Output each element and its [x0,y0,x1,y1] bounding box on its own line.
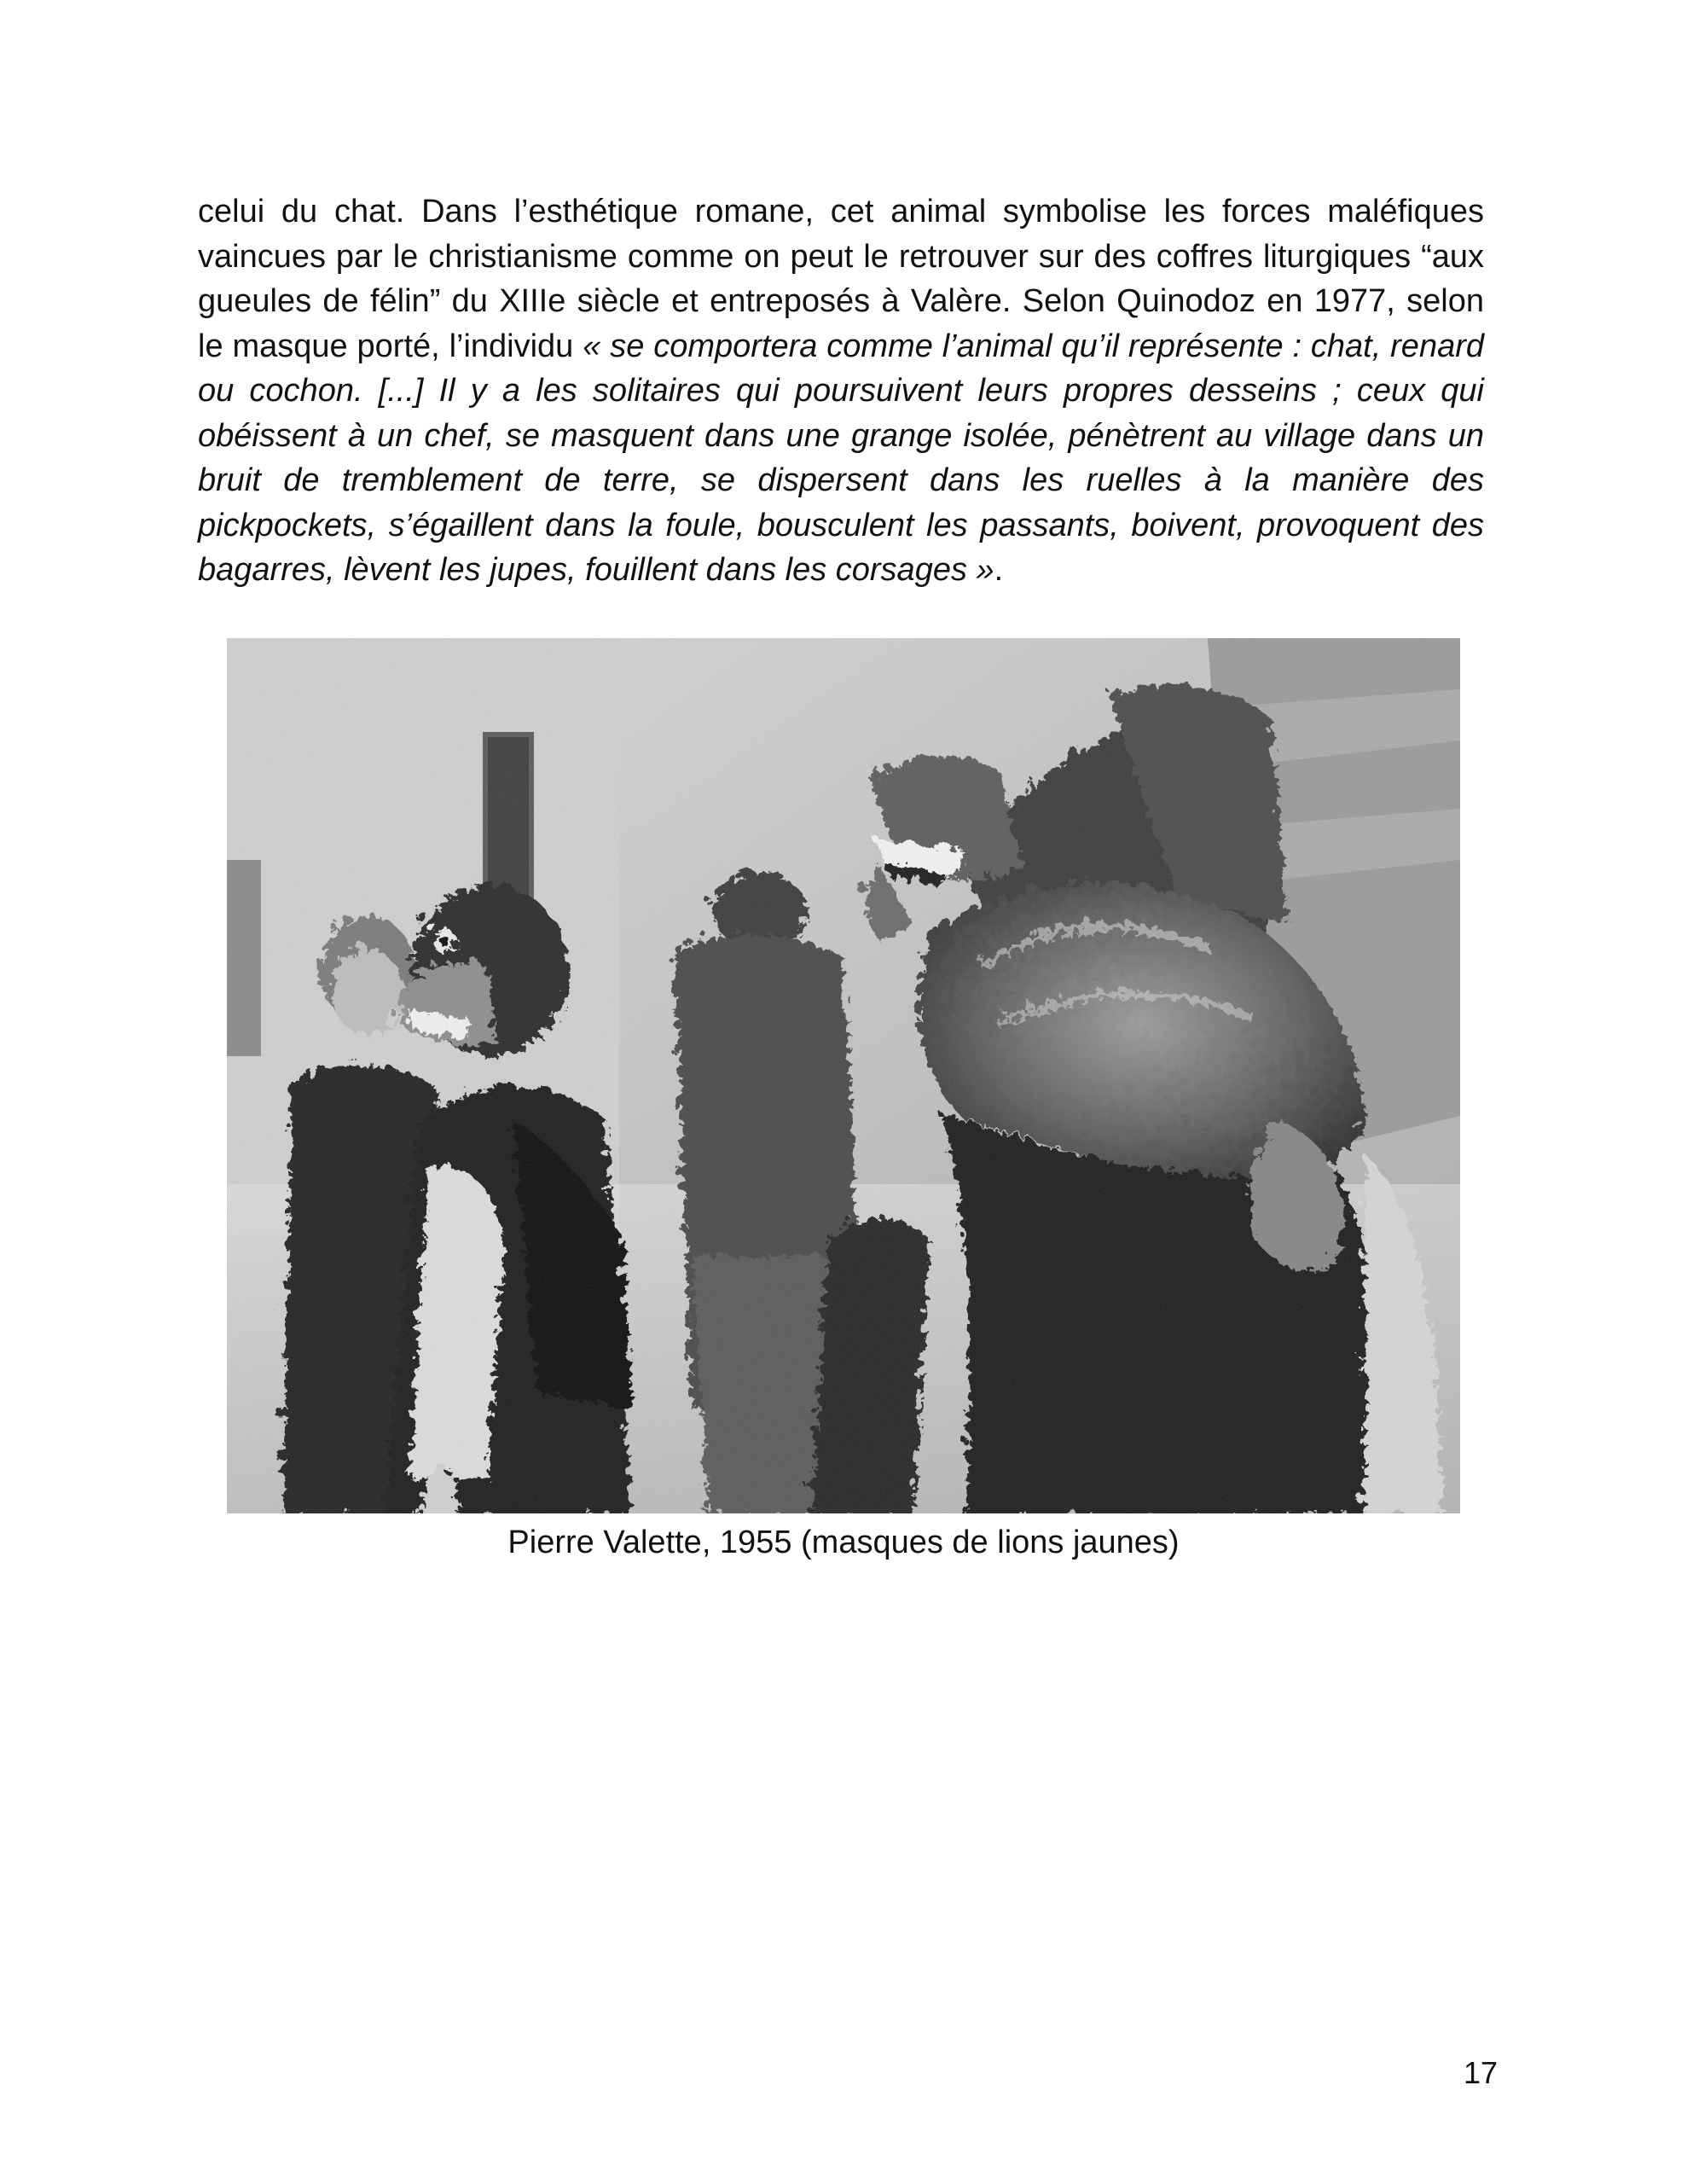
masked-figures-photograph [227,638,1460,1513]
figure-caption: Pierre Valette, 1955 (masques de lions jaunes) [507,1525,1180,1560]
paragraph-end: . [994,552,1004,588]
body-paragraph [198,189,1484,593]
page-number: 17 [1463,2055,1498,2090]
quotation: « se comportera comme l’animal qu’il représente : chat, renard ou cochon. [...] Il y a les solitaires qui poursuivent leurs propres desseins ; ceux qui obéissent à un chef, se masquent dans une grange isolée, pénètrent au village dans un bruit de tremblement de terre, se dispersent dans les ruelles à la manière des pickpockets, s’égaillent dans la foule, bousculent les passants, boivent, provoquent des bagarres, lèvent les jupes, fouillent dans les corsages » [198,328,1484,588]
paragraph-text: celui du chat. Dans l’esthétique romane, cet animal symbolise les forces maléfiques vaincues par le christianisme comme on peut le retrouver sur des coffres liturgiques “aux gueules de félin” du XIIIe siècle et entreposés à Valère. Selon Quinodoz en 1977, selon le masque porté, l’individu [198,194,1484,364]
photograph-figure [227,638,1460,1513]
